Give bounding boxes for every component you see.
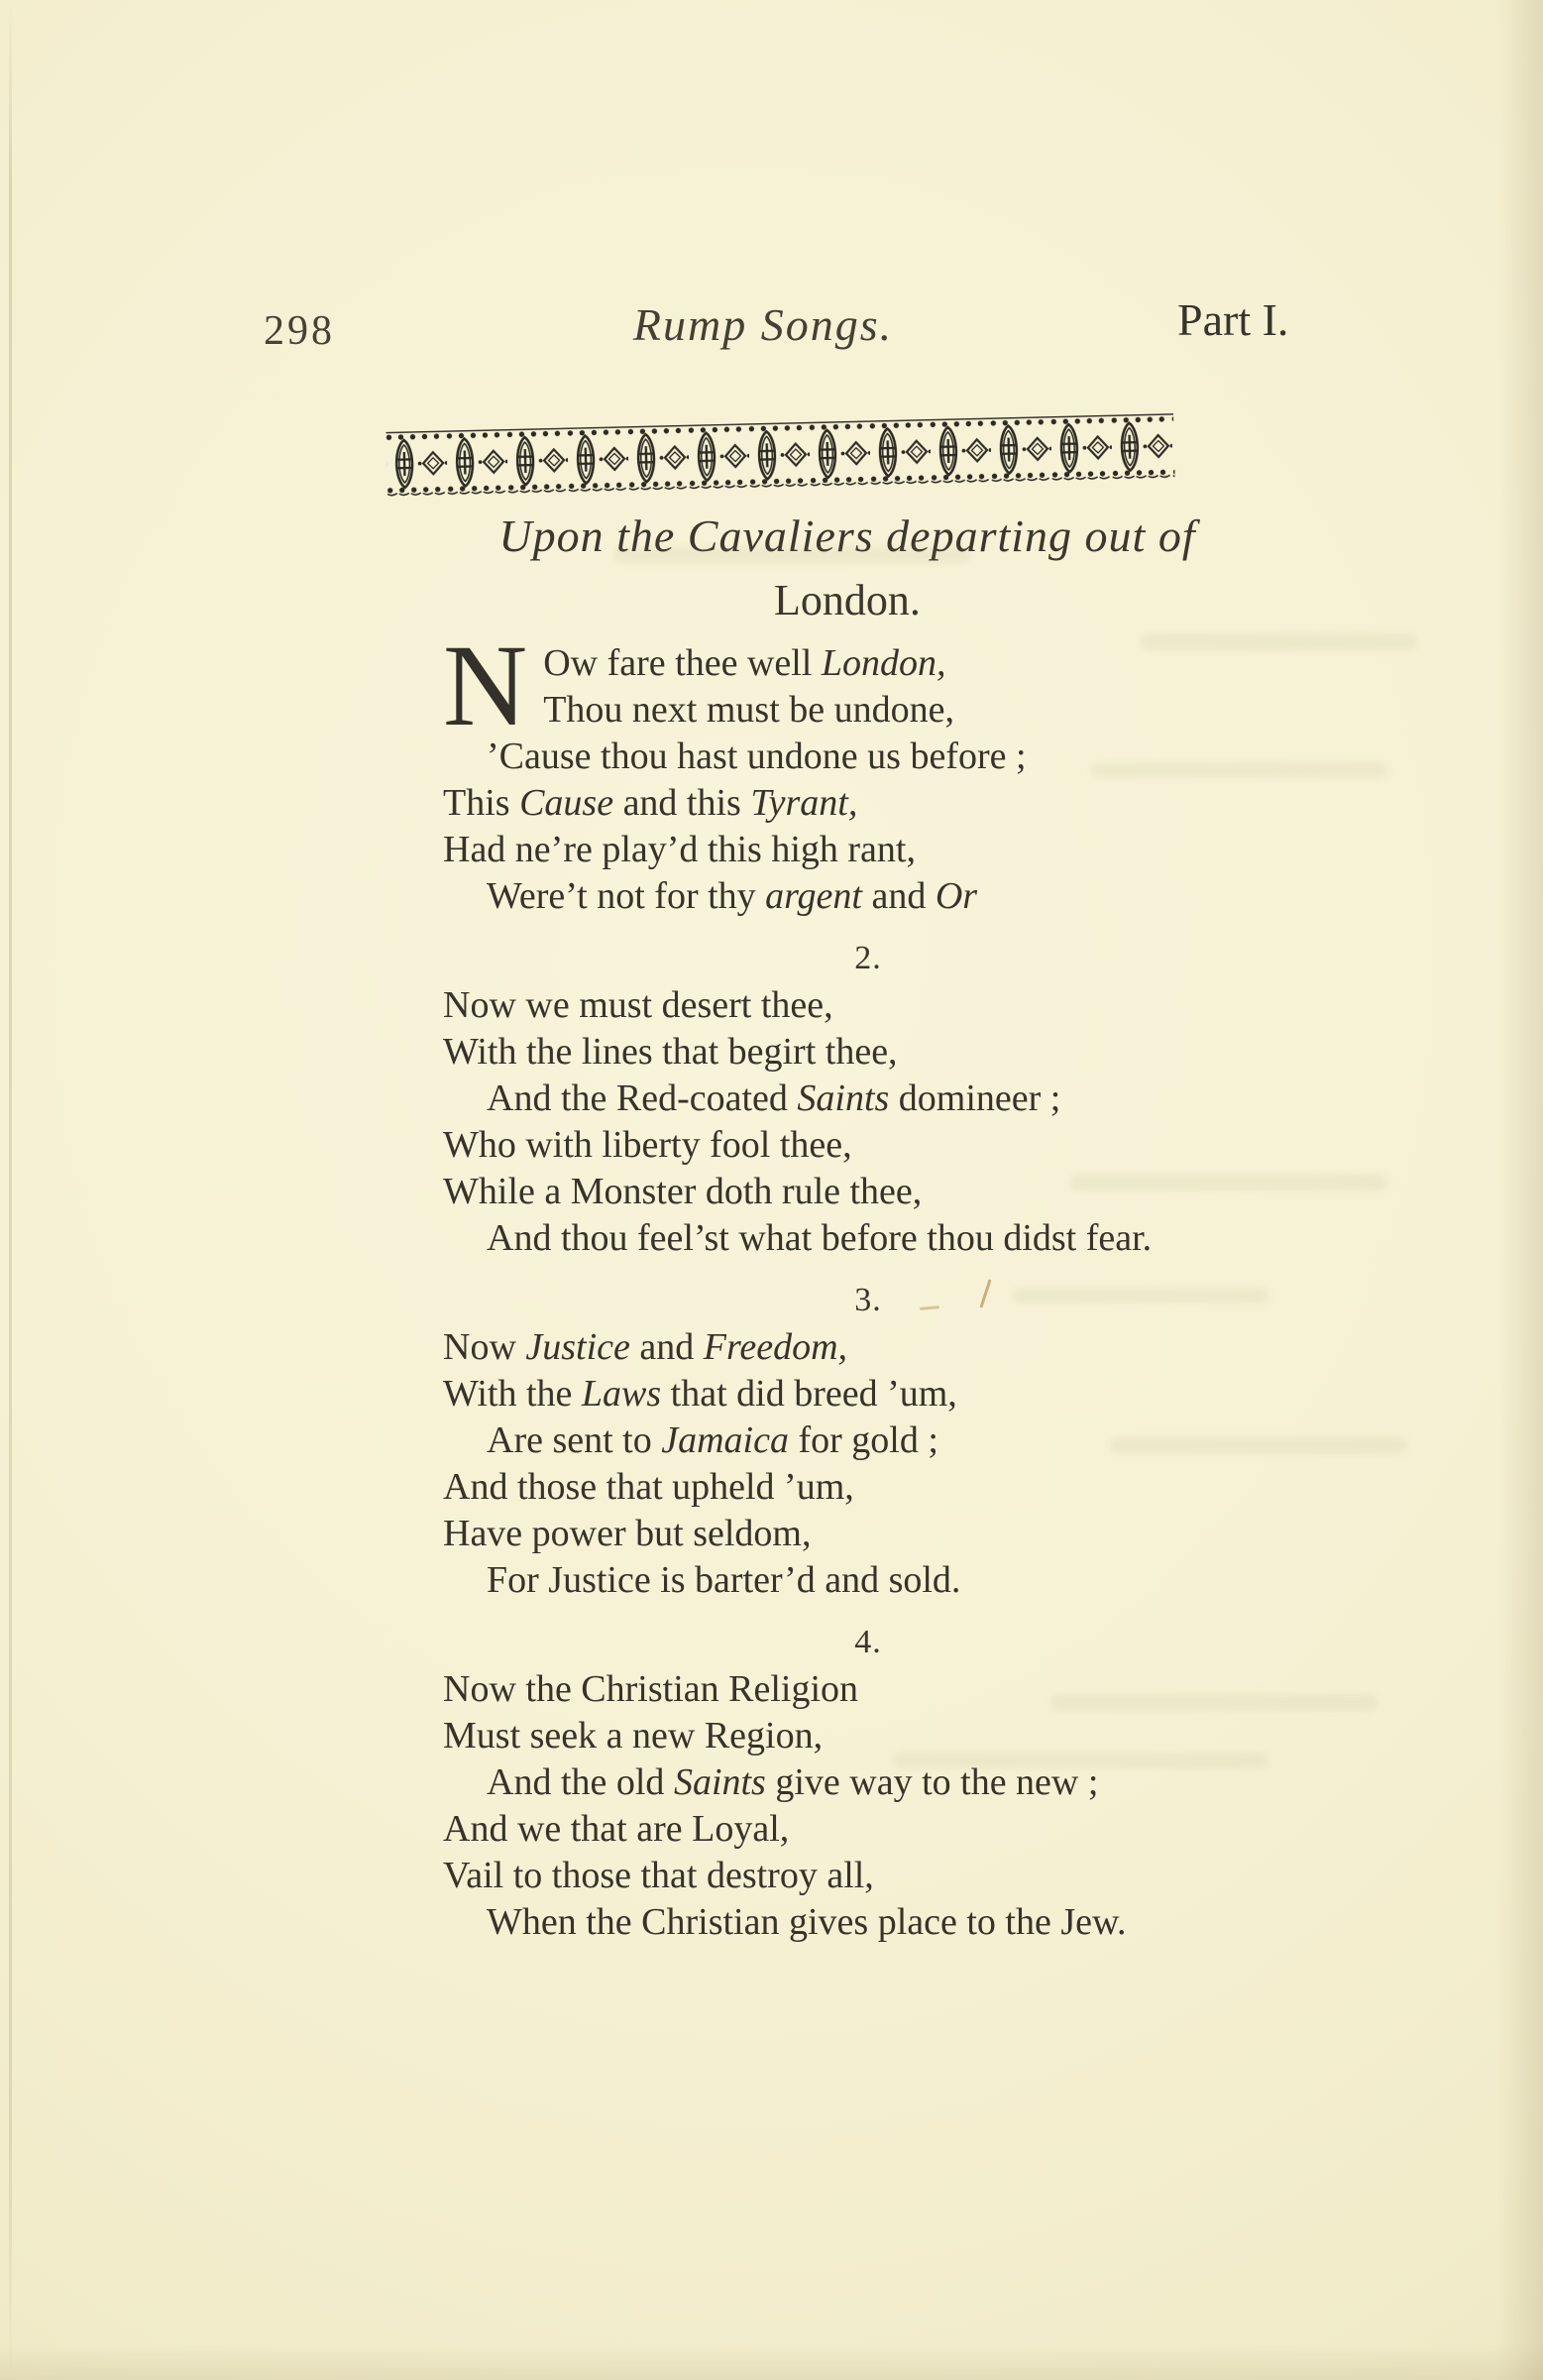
poem-line [443, 1713, 1335, 1759]
poem-text-italic: Jamaica [661, 1419, 789, 1461]
poem-title-line1: Upon the Cavaliers departing out of [498, 510, 1196, 561]
fleuron-border-icon [386, 413, 1174, 498]
poem-line [443, 780, 1335, 827]
poem-line [443, 982, 1335, 1029]
poem-text: Must seek a new Region, [443, 1715, 824, 1757]
poem-title-line2: London. [774, 576, 921, 624]
poem-text: ’Cause thou hast undone us before ; [487, 736, 1027, 777]
poem-text: and this [613, 782, 751, 824]
poem-text: And we that are Loyal, [443, 1808, 790, 1850]
poem-text-italic: Freedom, [703, 1326, 848, 1368]
poem-line [443, 1899, 1335, 1946]
poem-text: that did breed ’um, [661, 1373, 957, 1415]
part-label: Part I. [1177, 294, 1289, 345]
poem-text: And those that upheld ’um, [443, 1466, 854, 1508]
drop-cap: N [443, 621, 528, 750]
poem-line [443, 1666, 1335, 1713]
poem-text: With the [443, 1373, 582, 1415]
page-edge-shadow [0, 2344, 1543, 2380]
poem-line [443, 734, 1335, 780]
poem-line [443, 1324, 1335, 1371]
running-title: Rump Songs. [632, 299, 894, 350]
poem-text-italic: Cause [519, 782, 614, 824]
poem-text: When the Christian gives place to the Jew. [487, 1901, 1127, 1943]
poem-line [443, 1417, 1335, 1464]
stanza [443, 621, 1335, 920]
stanza-number: 3. [854, 1282, 882, 1318]
stanza [443, 1619, 1335, 1946]
poem-line [443, 1371, 1335, 1417]
poem-text: Vail to those that destroy all, [443, 1855, 874, 1896]
poem-text-italic: Or [935, 875, 978, 917]
poem-line [443, 873, 1335, 920]
poem-line [443, 687, 1335, 734]
poem-text: Are sent to [487, 1419, 662, 1461]
poem-text: Who with liberty fool thee, [443, 1124, 852, 1166]
poem-text-italic: Laws [581, 1373, 662, 1415]
poem-text: Now we must desert thee, [443, 984, 833, 1026]
page-fold-line [9, 0, 12, 2380]
poem-line [443, 1557, 1335, 1604]
poem-line [443, 1215, 1335, 1262]
poem-text: And thou feel’st what before thou didst fear. [487, 1217, 1153, 1259]
poem-text: Now [443, 1326, 526, 1368]
stanza [443, 935, 1335, 1262]
poem-text-italic: Saints [673, 1761, 766, 1803]
poem-text: and [861, 875, 936, 917]
ornament-band [386, 413, 1174, 498]
page-number: 298 [264, 308, 335, 354]
poem-text: For Justice is barter’d and sold. [487, 1559, 961, 1601]
poem-text: domineer ; [889, 1077, 1061, 1119]
poem-text: for gold ; [788, 1419, 938, 1461]
poem-text: While a Monster doth rule thee, [443, 1171, 923, 1212]
poem-text: Had ne’re play’d this high rant, [443, 829, 916, 870]
poem-title [416, 510, 1278, 625]
poem-line [443, 1464, 1335, 1511]
stanza [443, 1277, 1335, 1604]
poem-text-italic: Justice [525, 1326, 630, 1368]
poem-text: And the Red-coated [487, 1077, 798, 1119]
page-edge-shadow [1497, 0, 1543, 2380]
poem-text: and [629, 1326, 704, 1368]
poem-text: Now the Christian Religion [443, 1668, 859, 1710]
poem-line [443, 1169, 1335, 1215]
poem-stanzas [443, 621, 1335, 1946]
poem-text: Were’t not for thy [487, 875, 766, 917]
poem-line [443, 640, 1335, 687]
poem-line [443, 827, 1335, 873]
poem-line [443, 1511, 1335, 1557]
poem-text: Ow fare thee well [543, 642, 822, 684]
stanza-number: 4. [854, 1624, 882, 1660]
poem-text: And the old [487, 1761, 674, 1803]
poem-text: Have power but seldom, [443, 1513, 812, 1554]
poem-text: Thou next must be undone, [543, 689, 954, 731]
poem-line [443, 1806, 1335, 1853]
poem-text-italic: London, [821, 642, 946, 684]
poem-line [443, 1076, 1335, 1122]
stanza-number: 2. [854, 940, 882, 976]
poem-text: give way to the new ; [765, 1761, 1099, 1803]
poem-text: With the lines that begirt thee, [443, 1031, 898, 1073]
poem-line [443, 1029, 1335, 1076]
poem-line [443, 1759, 1335, 1806]
poem-line [443, 1122, 1335, 1169]
poem-text-italic: Tyrant, [750, 782, 858, 824]
poem-text: This [443, 782, 520, 824]
poem-line [443, 1853, 1335, 1899]
poem-text-italic: argent [765, 875, 862, 917]
poem-text-italic: Saints [797, 1077, 890, 1119]
